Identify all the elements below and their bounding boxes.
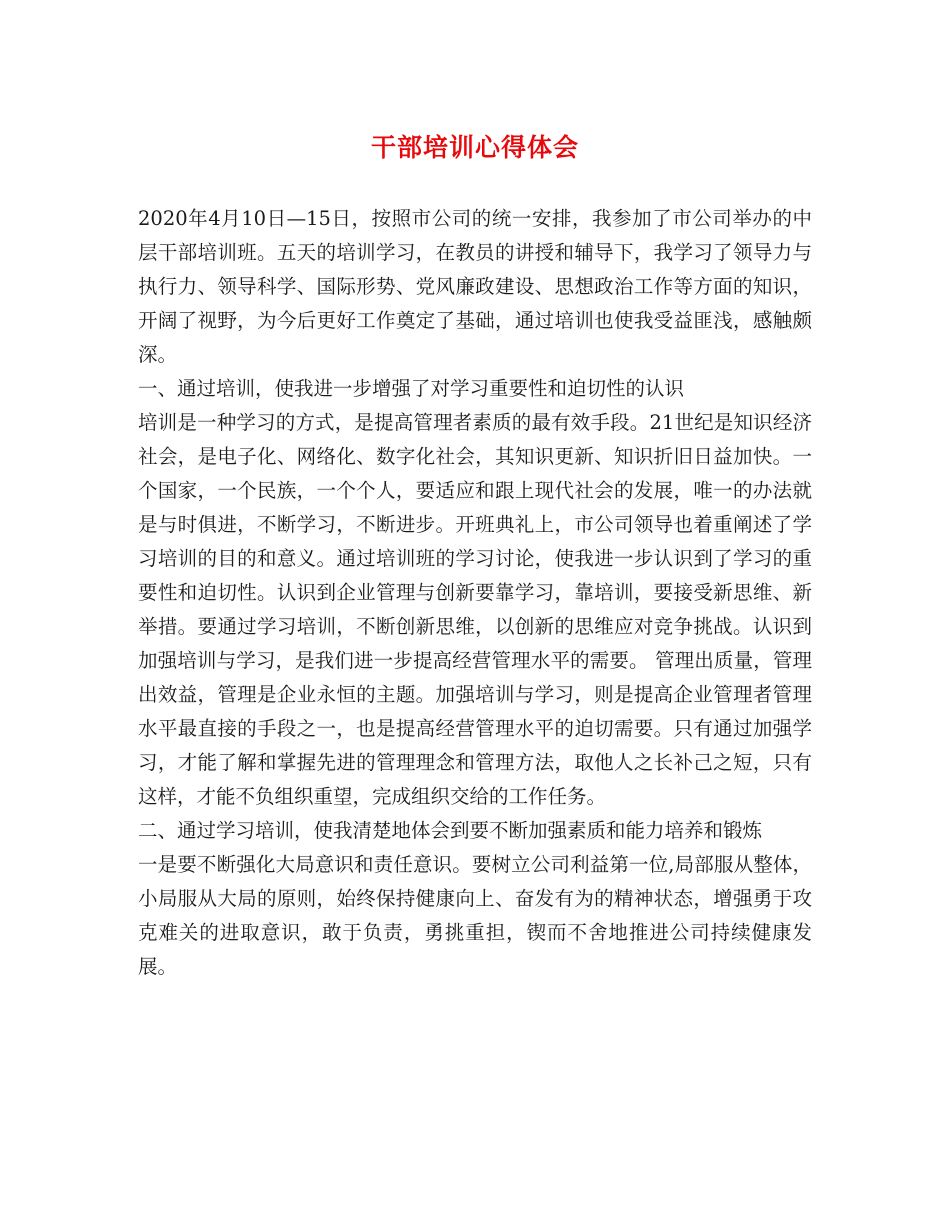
paragraph-intro: 2020年4月10日—15日，按照市公司的统一安排，我参加了市公司举办的中层干部培训班。五天的培训学习，在教员的讲授和辅导下，我学习了领导力与执行力、领导科学、国际形势、党风廉政建设、思想政治工作等方面的知识，开阔了视野，为今后更好工作奠定了基础，通过培训也使我受益匪浅，感触颇深。: [138, 207, 812, 366]
document-title: 干部培训心得体会: [370, 133, 579, 162]
document-body: [138, 202, 812, 984]
paragraph-section-2: 一是要不断强化大局意识和责任意识。要树立公司利益第一位,局部服从整体，小局服从大局的原则，始终保持健康向上、奋发有为的精神状态，增强勇于攻克难关的进取意识，敢于负责，勇挑重担，锲而不舍地推进公司持续健康发展。: [138, 853, 812, 978]
paragraph-section-1: 培训是一种学习的方式，是提高管理者素质的最有效手段。21世纪是知识经济社会，是电子化、网络化、数字化社会，其知识更新、知识折旧日益加快。一个国家，一个民族，一个个人，要适应和跟上现代社会的发展，唯一的办法就是与时俱进，不断学习，不断进步。开班典礼上，市公司领导也着重阐述了学习培训的目的和意义。通过培训班的学习讨论，使我进一步认识到了学习的重要性和迫切性。认识到企业管理与创新要靠学习，靠培训，要接受新思维、新举措。要通过学习培训，不断创新思维，以创新的思维应对竞争挑战。认识到加强培训与学习，是我们进一步提高经营管理水平的需要。 管理出质量，管理出效益，管理是企业永恒的主题。加强培训与学习，则是提高企业管理者管理水平最直接的手段之一，也是提高经营管理水平的迫切需要。只有通过加强学习，才能了解和掌握先进的管理理念和管理方法，取他人之长补己之短，只有这样，才能不负组织重望，完成组织交给的工作任务。: [138, 411, 812, 808]
heading-section-2: 二、通过学习培训，使我清楚地体会到要不断加强素质和能力培养和锻炼: [138, 819, 763, 842]
heading-section-1: 一、通过培训，使我进一步增强了对学习重要性和迫切性的认识: [138, 377, 685, 400]
